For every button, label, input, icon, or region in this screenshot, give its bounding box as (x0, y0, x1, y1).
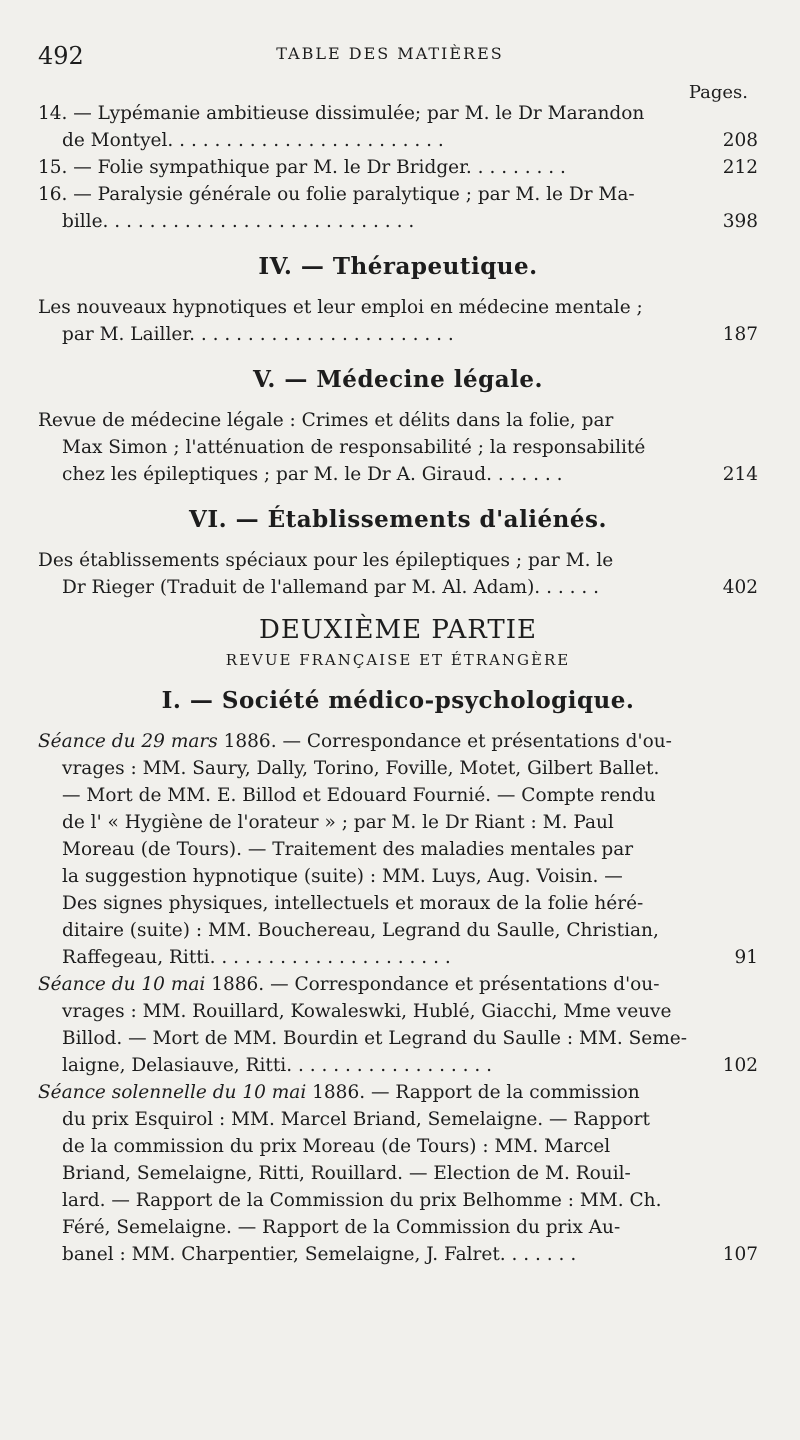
entry-line: 15. — Folie sympathique par M. le Dr Bridger. . . . . . . . . (38, 157, 566, 178)
entry-page: 212 (722, 157, 758, 178)
entry-line: Briand, Semelaigne, Ritti, Rouillard. — Election de M. Rouil- (62, 1163, 631, 1184)
entry-line: Raffegeau, Ritti. . . . . . . . . . . . . . . . . . . . . (62, 947, 451, 968)
entry-page: 107 (722, 1244, 758, 1265)
section-heading-therapeutique: IV. — Thérapeutique. (258, 253, 538, 280)
entry-line: bille. . . . . . . . . . . . . . . . . . . . . . . . . . . (62, 211, 415, 232)
entry-page: 214 (722, 464, 758, 485)
toc-entry-16 (38, 181, 758, 235)
entry-line: ditaire (suite) : MM. Bouchereau, Legrand du Saulle, Christian, (62, 920, 659, 941)
entry-line: Revue de médecine légale : Crimes et délits dans la folie, par (38, 410, 614, 431)
entry-line: Dr Rieger (Traduit de l'allemand par M. Al. Adam). . . . . . (62, 577, 599, 598)
toc-content (38, 100, 758, 1268)
entry-page: 102 (722, 1055, 758, 1076)
entry-page: 402 (722, 577, 758, 598)
entry-line: du prix Esquirol : MM. Marcel Briand, Semelaigne. — Rapport (62, 1109, 650, 1130)
part-title: DEUXIÈME PARTIE (259, 615, 537, 645)
entry-line: Moreau (de Tours). — Traitement des maladies mentales par (62, 839, 634, 860)
entry-line: Féré, Semelaigne. — Rapport de la Commission du prix Au- (62, 1217, 621, 1238)
seance-label: Séance du 29 mars (38, 731, 218, 752)
entry-line: Des établissements spéciaux pour les épileptiques ; par M. le (38, 550, 614, 571)
entry-line: la suggestion hypnotique (suite) : MM. Luys, Aug. Voisin. — (62, 866, 623, 887)
entry-line: — Correspondance et présentations d'ou- (282, 731, 672, 752)
section-heading-societe: I. — Société médico-psychologique. (161, 687, 635, 714)
toc-entry-14 (38, 100, 758, 154)
toc-entry-seance-solennelle (38, 1079, 758, 1268)
entry-line: Billod. — Mort de MM. Bourdin et Legrand du Saulle : MM. Seme- (62, 1028, 687, 1049)
entry-line: vrages : MM. Saury, Dally, Torino, Foville, Motet, Gilbert Ballet. (62, 758, 660, 779)
part-subtitle: REVUE FRANÇAISE ET ÉTRANGÈRE (225, 651, 571, 669)
entry-line: de la commission du prix Moreau (de Tours) : MM. Marcel (62, 1136, 611, 1157)
entry-line: 14. — Lypémanie ambitieuse dissimulée; par M. le Dr Marandon (38, 103, 645, 124)
running-title: TABLE DES MATIÈRES (276, 44, 504, 63)
entry-line: Des signes physiques, intellectuels et moraux de la folie héré- (62, 893, 644, 914)
seance-year: 1886. (312, 1082, 366, 1103)
seance-label: Séance du 10 mai (38, 974, 206, 995)
entry-line: chez les épileptiques ; par M. le Dr A. Giraud. . . . . . . (62, 464, 563, 485)
entry-line: de Montyel. . . . . . . . . . . . . . . . . . . . . . . . (62, 130, 444, 151)
entry-line: — Mort de MM. E. Billod et Edouard Fournié. — Compte rendu (62, 785, 656, 806)
toc-entry-medecine-legale (38, 407, 758, 488)
entry-line: par M. Lailler. . . . . . . . . . . . . . . . . . . . . . . (62, 324, 454, 345)
entry-line: 16. — Paralysie générale ou folie paralytique ; par M. le Dr Ma- (38, 184, 635, 205)
entry-line: banel : MM. Charpentier, Semelaigne, J. Falret. . . . . . . (62, 1244, 577, 1265)
entry-line: lard. — Rapport de la Commission du prix Belhomme : MM. Ch. (62, 1190, 662, 1211)
seance-label: Séance solennelle du 10 mai (38, 1082, 307, 1103)
entry-line: — Rapport de la commission (371, 1082, 640, 1103)
page-number: 492 (38, 42, 84, 70)
toc-entry-seance-10-mai (38, 971, 758, 1079)
toc-entry-15 (38, 154, 758, 181)
entry-line: de l' « Hygiène de l'orateur » ; par M. le Dr Riant : M. Paul (62, 812, 614, 833)
entry-page: 187 (722, 324, 758, 345)
toc-entry-seance-29-mars (38, 728, 758, 971)
toc-entry-hypnotiques (38, 294, 758, 348)
seance-year: 1886. (223, 731, 277, 752)
entry-page: 398 (722, 211, 758, 232)
entry-line: Max Simon ; l'atténuation de responsabilité ; la responsabilité (62, 437, 646, 458)
entry-line: laigne, Delasiauve, Ritti. . . . . . . . . . . . . . . . . . (62, 1055, 493, 1076)
entry-line: — Correspondance et présentations d'ou- (270, 974, 660, 995)
entry-page: 91 (734, 947, 758, 968)
entry-line: Les nouveaux hypnotiques et leur emploi en médecine mentale ; (38, 297, 643, 318)
entry-page: 208 (722, 130, 758, 151)
seance-year: 1886. (211, 974, 265, 995)
pages-column-label: Pages. (688, 82, 748, 103)
section-heading-etablissements: VI. — Établissements d'aliénés. (189, 506, 607, 533)
entry-line: vrages : MM. Rouillard, Kowaleswki, Hublé, Giacchi, Mme veuve (62, 1001, 672, 1022)
toc-entry-etablissements (38, 547, 758, 601)
section-heading-medecine-legale: V. — Médecine légale. (253, 366, 543, 393)
